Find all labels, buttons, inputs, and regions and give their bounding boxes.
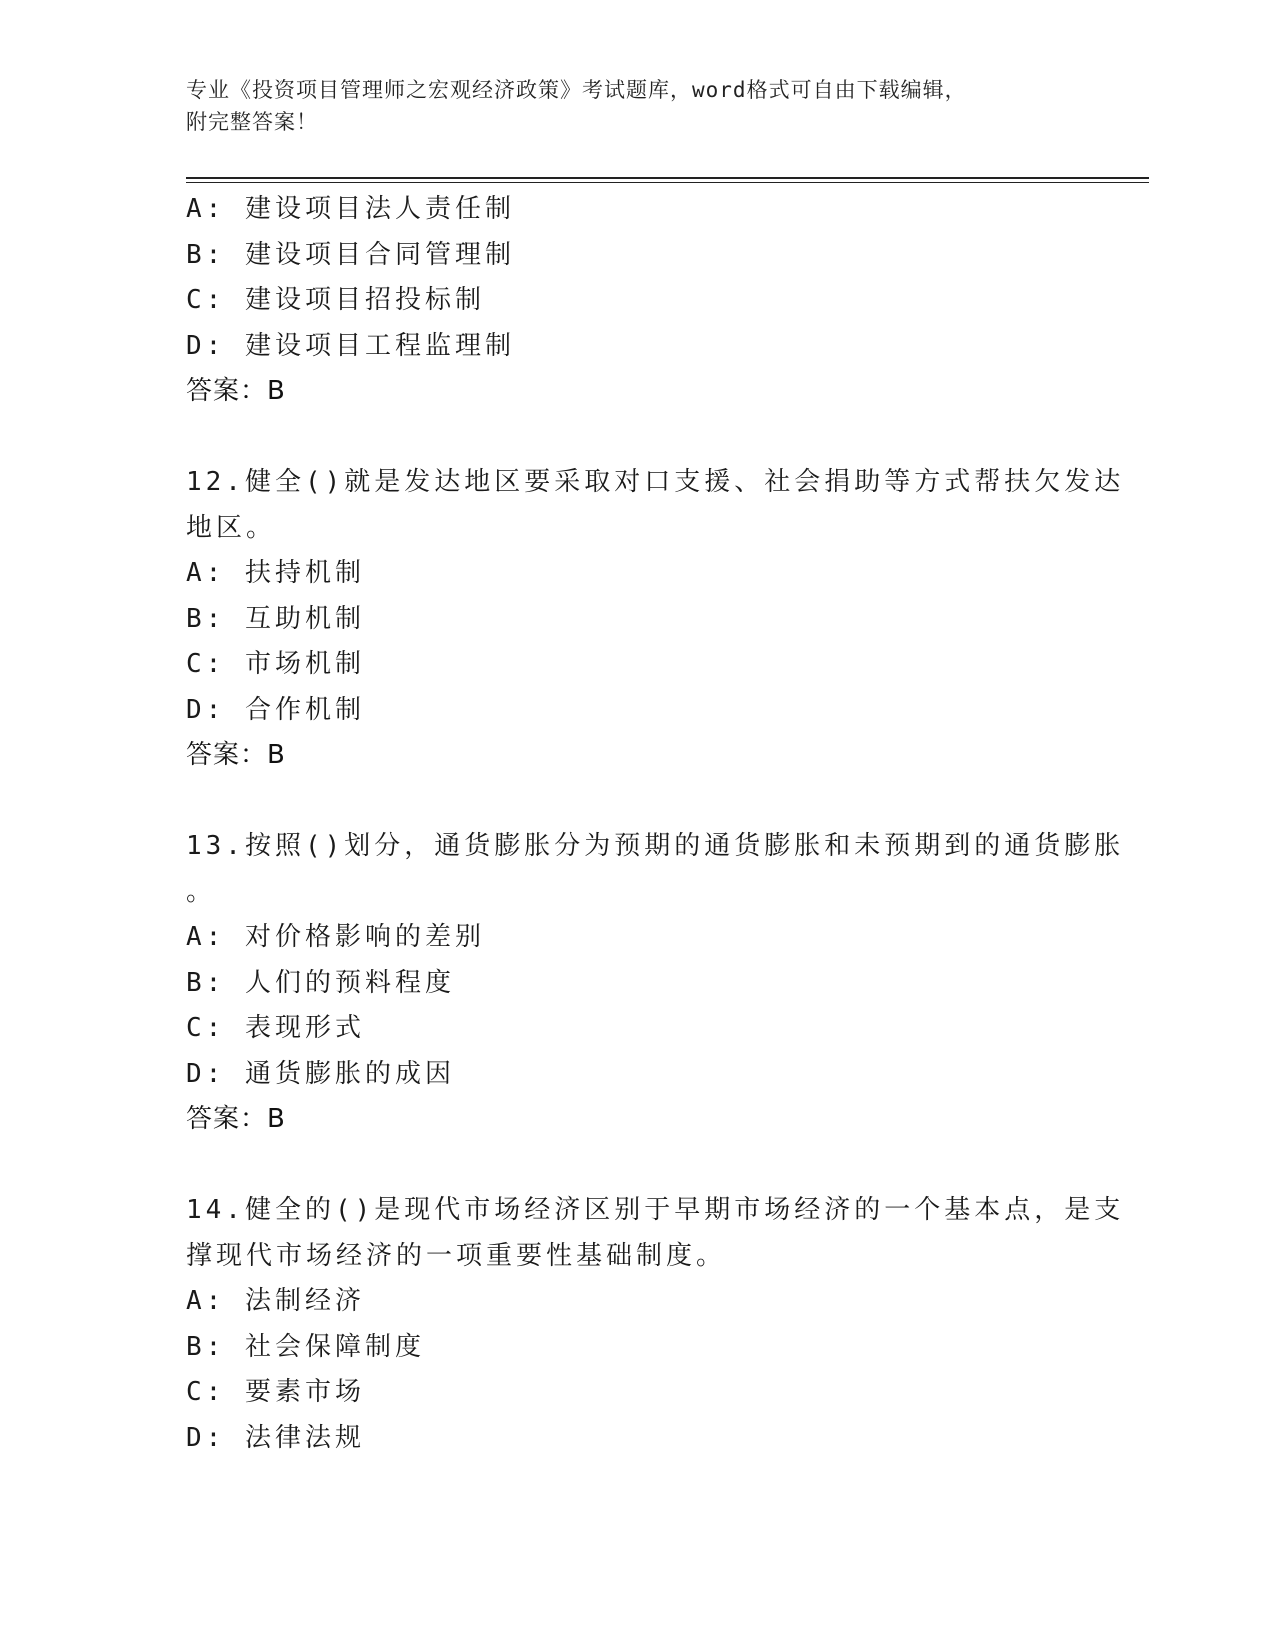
q12-stem-line-2: 地区。 xyxy=(186,512,277,543)
q13-option-c: C: 表现形式 xyxy=(186,1013,365,1043)
q13-option-d: D: 通货膨胀的成因 xyxy=(186,1058,455,1089)
header-line-2: 附完整答案！ xyxy=(186,110,318,134)
q13-answer: 答案：B xyxy=(186,1104,286,1134)
q14-option-b: B: 社会保障制度 xyxy=(186,1331,425,1362)
spacer xyxy=(186,1143,1086,1189)
header-divider-thin xyxy=(186,182,1149,183)
q14-option-d: D: 法律法规 xyxy=(186,1422,365,1453)
spacer xyxy=(186,779,1086,825)
q13-stem-line-2: 。 xyxy=(186,876,217,907)
q14-option-a: A: 法制经济 xyxy=(186,1286,365,1316)
q11-answer: 答案：B xyxy=(186,376,286,406)
q12-answer: 答案：B xyxy=(186,740,286,770)
question-14 xyxy=(186,1188,1125,1461)
q13-option-b: B: 人们的预料程度 xyxy=(186,967,455,998)
q12-stem-line-1: 12.健全()就是发达地区要采取对口支援、社会捐助等方式帮扶欠发达 xyxy=(186,467,1125,497)
question-12 xyxy=(186,460,1125,779)
q12-option-b: B: 互助机制 xyxy=(186,603,365,634)
q11-option-b: B: 建设项目合同管理制 xyxy=(186,239,515,270)
q11-option-c: C: 建设项目招投标制 xyxy=(186,285,485,315)
q11-option-d: D: 建设项目工程监理制 xyxy=(186,330,515,361)
q11-option-a: A: 建设项目法人责任制 xyxy=(186,194,515,224)
q14-stem-line-1: 14.健全的()是现代市场经济区别于早期市场经济的一个基本点，是支 xyxy=(186,1195,1125,1225)
question-11 xyxy=(186,187,1086,415)
q13-option-a: A: 对价格影响的差别 xyxy=(186,922,485,952)
document-header xyxy=(186,74,1086,138)
q12-option-d: D: 合作机制 xyxy=(186,694,365,725)
question-list xyxy=(186,187,1125,1461)
header-divider-thick xyxy=(186,177,1149,179)
header-line-1: 专业《投资项目管理师之宏观经济政策》考试题库，word格式可自由下载编辑， xyxy=(186,78,967,102)
q12-option-c: C: 市场机制 xyxy=(186,649,365,679)
q12-option-a: A: 扶持机制 xyxy=(186,558,365,588)
q13-stem-line-1: 13.按照()划分，通货膨胀分为预期的通货膨胀和未预期到的通货膨胀 xyxy=(186,831,1125,861)
question-13 xyxy=(186,824,1125,1143)
q14-stem-line-2: 撑现代市场经济的一项重要性基础制度。 xyxy=(186,1240,727,1271)
spacer xyxy=(186,415,1086,461)
q14-option-c: C: 要素市场 xyxy=(186,1377,365,1407)
